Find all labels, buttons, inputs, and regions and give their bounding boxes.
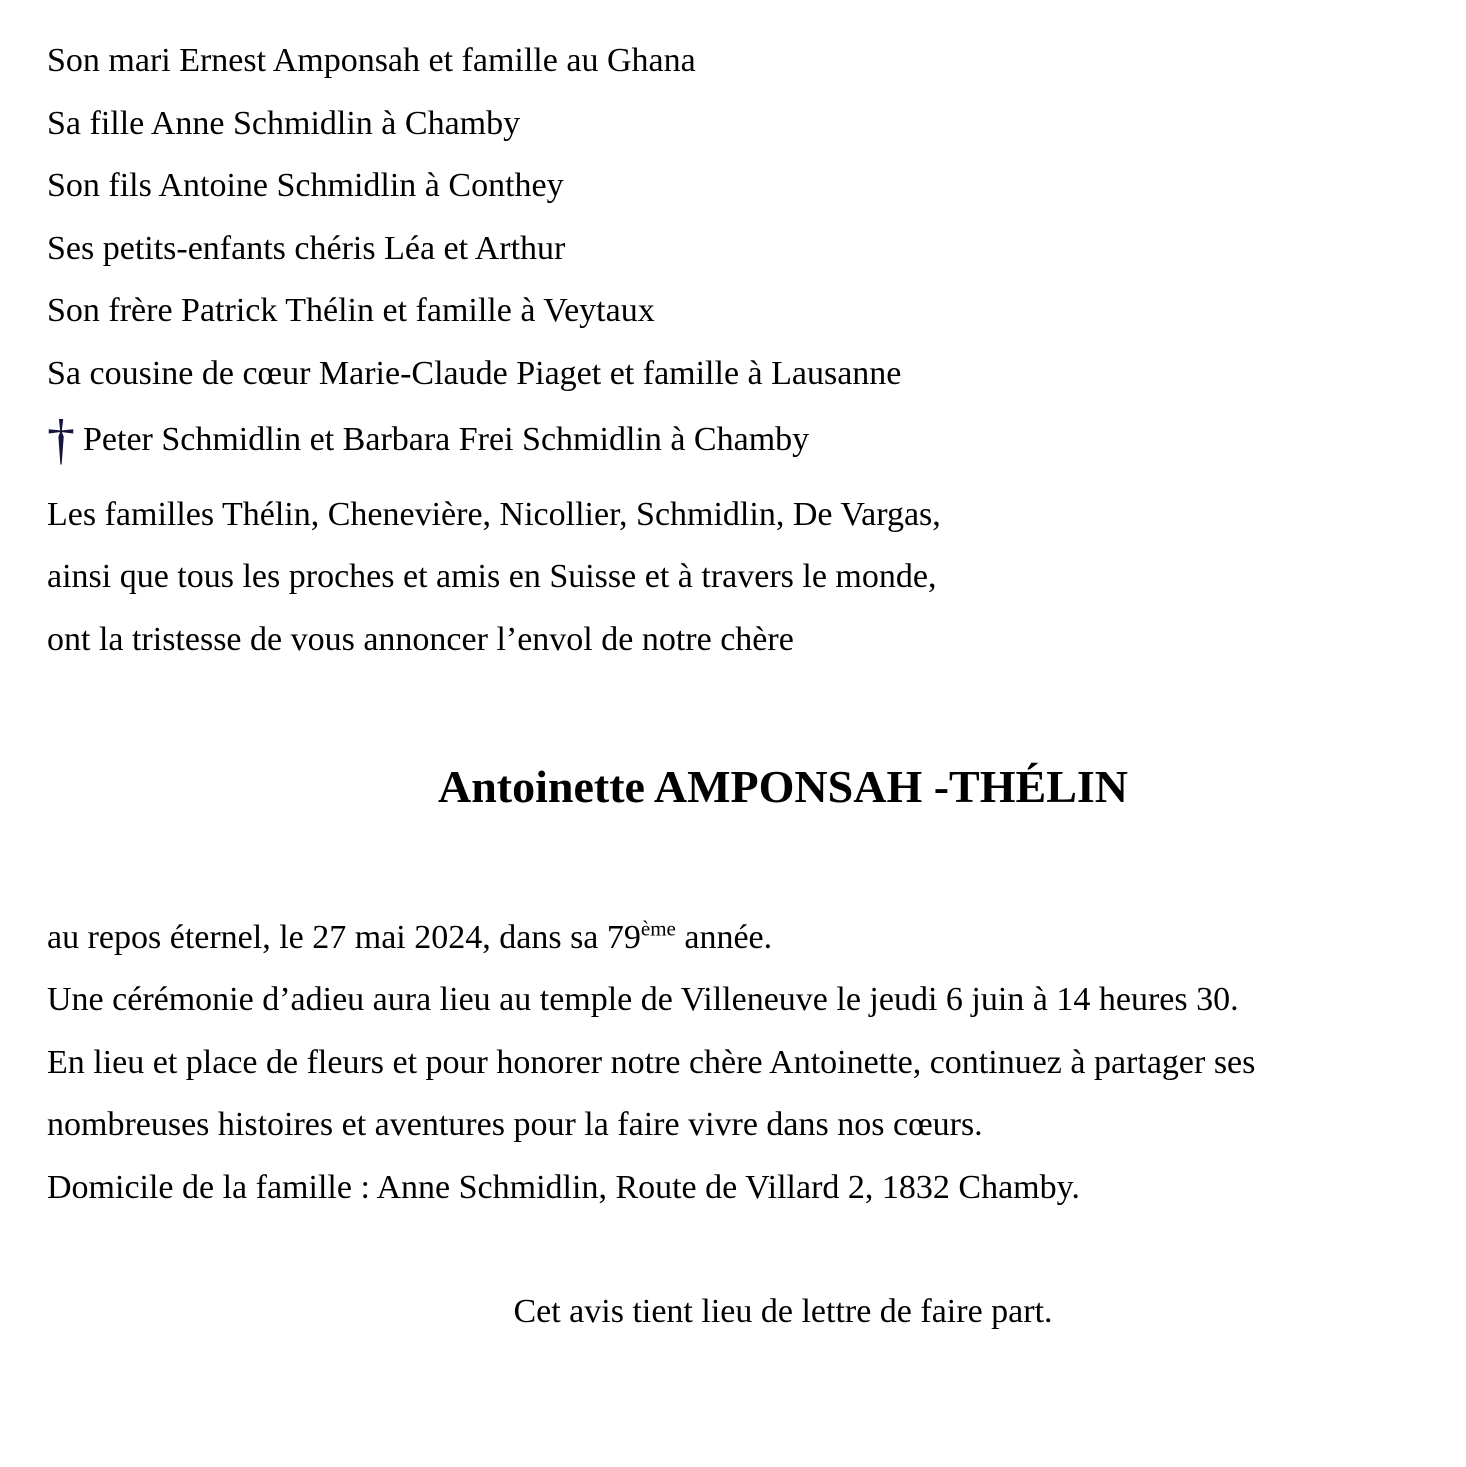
death-age-text: année.: [675, 918, 773, 956]
ordinal-suffix: ème: [640, 916, 676, 941]
family-line-son: Son fils Antoine Schmidlin à Conthey: [47, 167, 564, 204]
deceased-relatives-text: Peter Schmidlin et Barbara Frei Schmidlin à Chamby: [83, 421, 810, 458]
announcement-line-families: Les familles Thélin, Chenevière, Nicollier, Schmidlin, De Vargas,: [47, 495, 941, 533]
deceased-name: Antoinette AMPONSAH -THÉLIN: [438, 761, 1128, 812]
stories-line: nombreuses histoires et aventures pour la faire vivre dans nos cœurs.: [47, 1106, 983, 1143]
flowers-line: En lieu et place de fleurs et pour honorer notre chère Antoinette, continuez à partager ses: [47, 1043, 1256, 1081]
family-line-cousin: Sa cousine de cœur Marie-Claude Piaget et famille à Lausanne: [47, 354, 902, 392]
death-date-line: [47, 907, 1466, 970]
family-address-line: Domicile de la famille : Anne Schmidlin, Route de Villard 2, 1832 Chamby.: [47, 1168, 1080, 1206]
family-line-husband: Son mari Ernest Amponsah et famille au Ghana: [47, 42, 696, 79]
closing-line: Cet avis tient lieu de lettre de faire part.: [513, 1293, 1053, 1330]
document-content: [47, 0, 1466, 1344]
family-line-brother: Son frère Patrick Thélin et famille à Veytaux: [47, 292, 655, 329]
family-line-daughter: Sa fille Anne Schmidlin à Chamby: [47, 104, 521, 142]
announcement-line-friends: ainsi que tous les proches et amis en Suisse et à travers le monde,: [47, 558, 937, 595]
ceremony-line: Une cérémonie d’adieu aura lieu au temple de Villeneuve le jeudi 6 juin à 14 heures 30.: [47, 981, 1239, 1018]
deceased-relatives-line: † Peter Schmidlin et Barbara Frei Schmidlin à Chamby: [47, 409, 810, 471]
family-line-grandchildren: Ses petits-enfants chéris Léa et Arthur: [47, 229, 566, 267]
death-date-text: au repos éternel, le 27 mai 2024, dans sa 79: [47, 918, 641, 956]
announcement-line-sadness: ont la tristesse de vous annoncer l’envol de notre chère: [47, 620, 794, 658]
